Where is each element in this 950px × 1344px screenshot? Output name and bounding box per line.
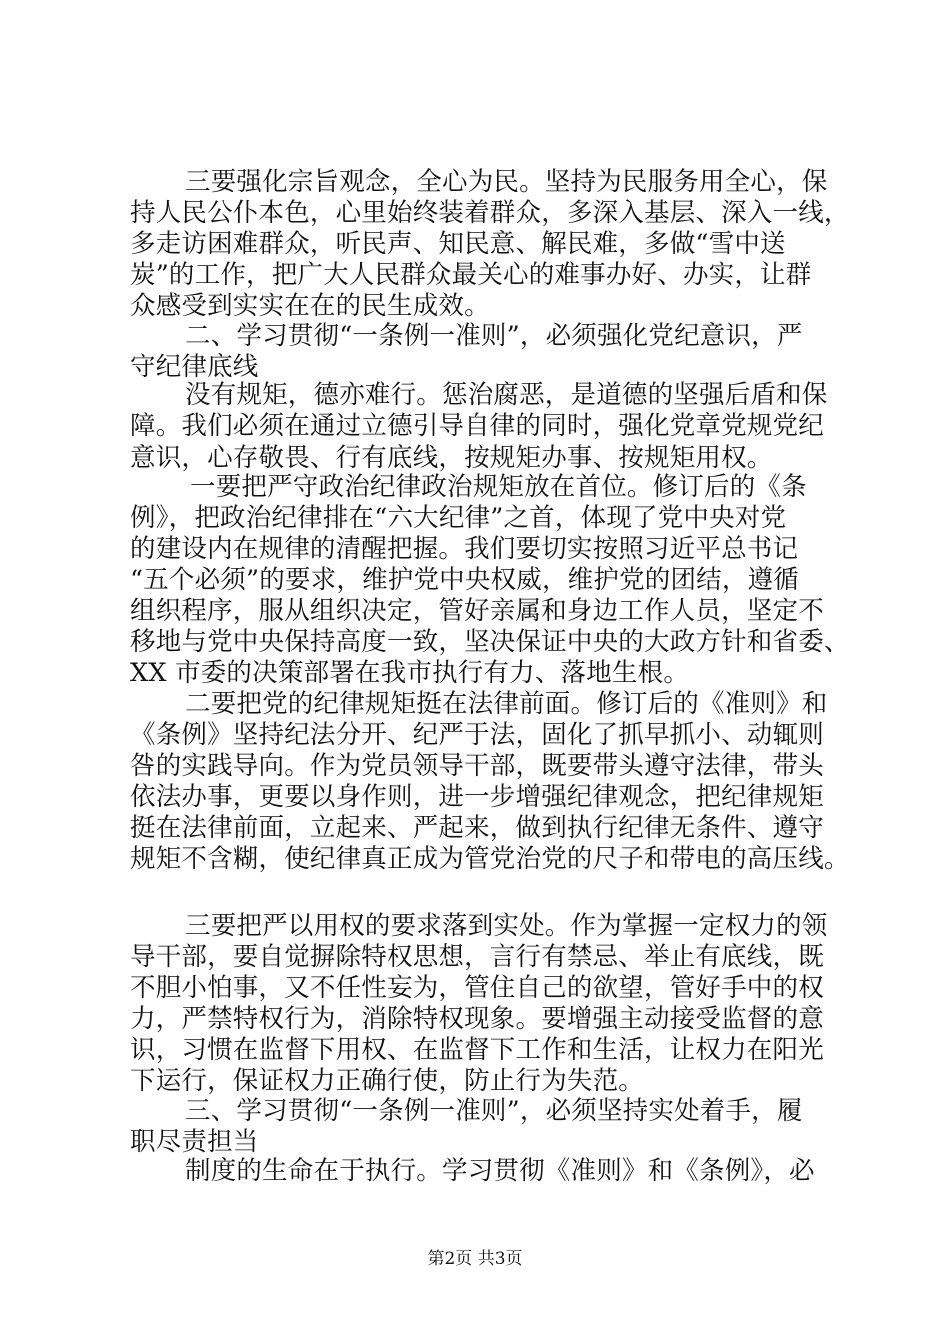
text-line: 组织程序，服从组织决定，管好亲属和身边工作人员，坚定不	[130, 596, 824, 626]
text-line: 移地与党中央保持高度一致，坚决保证中央的大政方针和省委、	[130, 627, 850, 657]
text-line: 不胆小怕事，又不任性妄为，管住自己的欲望，管好手中的权	[130, 973, 824, 1003]
text-line: 守纪律底线	[130, 352, 259, 382]
page-footer: 第2页 共3页	[427, 1249, 523, 1269]
text-line: 三、学习贯彻“一条例一准则”，必须坚持实处着手，履	[185, 1096, 803, 1126]
text-line: “五个必须”的要求，维护党中央权威，维护党的团结，遵循	[130, 565, 799, 595]
text-line: 二、学习贯彻“一条例一准则”，必须强化党纪意识，严	[185, 321, 803, 351]
text-line: 识，习惯在监督下用权、在监督下工作和生活，让权力在阳光	[130, 1035, 824, 1065]
text-line: 导干部，要自觉摒除特权思想，言行有禁忌、举止有底线，既	[130, 942, 824, 972]
text-line: 障。我们必须在通过立德引导自律的同时，强化党章党规党纪	[130, 411, 824, 441]
text-line: 众感受到实实在在的民生成效。	[130, 291, 490, 321]
text-line: 制度的生命在于执行。学习贯彻《准则》和《条例》，必	[185, 1156, 815, 1186]
text-line: 多走访困难群众，听民声、知民意、解民难，多做“雪中送	[130, 229, 786, 259]
text-line: 炭”的工作，把广大人民群众最关心的难事办好、办实，让群	[130, 260, 812, 290]
text-line: 职尽责担当	[130, 1127, 259, 1157]
text-line: 一要把严守政治纪律政治规矩放在首位。修订后的《条	[190, 472, 807, 502]
text-line: 二要把党的纪律规矩挺在法律前面。修订后的《准则》和	[185, 689, 828, 719]
text-line: 没有规矩，德亦难行。惩治腐恶，是道德的坚强后盾和保	[185, 380, 828, 410]
text-line: 三要把严以用权的要求落到实处。作为掌握一定权力的领	[185, 911, 828, 941]
text-line: 规矩不含糊，使纪律真正成为管党治党的尺子和带电的高压线。	[130, 844, 850, 874]
text-line: 持人民公仆本色，心里始终装着群众，多深入基层、深入一线，	[130, 198, 850, 228]
text-line: 的建设内在规律的清醒把握。我们要切实按照习近平总书记	[130, 534, 799, 564]
text-line: 依法办事，更要以身作则，进一步增强纪律观念，把纪律规矩	[130, 782, 824, 812]
text-line: 下运行，保证权力正确行使，防止行为失范。	[130, 1066, 645, 1096]
text-line: 咎的实践导向。作为党员领导干部，既要带头遵守法律，带头	[130, 751, 824, 781]
text-line: 力，严禁特权行为，消除特权现象。要增强主动接受监督的意	[130, 1004, 824, 1034]
text-line: 三要强化宗旨观念，全心为民。坚持为民服务用全心，保	[185, 167, 828, 197]
text-line: XX 市委的决策部署在我市执行有力、落地生根。	[130, 658, 690, 688]
text-line: 《条例》坚持纪法分开、纪严于法，固化了抓早抓小、动辄则	[130, 720, 824, 750]
text-line: 意识，心存敬畏、行有底线，按规矩办事、按规矩用权。	[130, 443, 773, 473]
text-line: 例》，把政治纪律排在“六大纪律”之首，体现了党中央对党	[130, 503, 787, 533]
text-line: 挺在法律前面，立起来、严起来，做到执行纪律无条件、遵守	[130, 813, 824, 843]
